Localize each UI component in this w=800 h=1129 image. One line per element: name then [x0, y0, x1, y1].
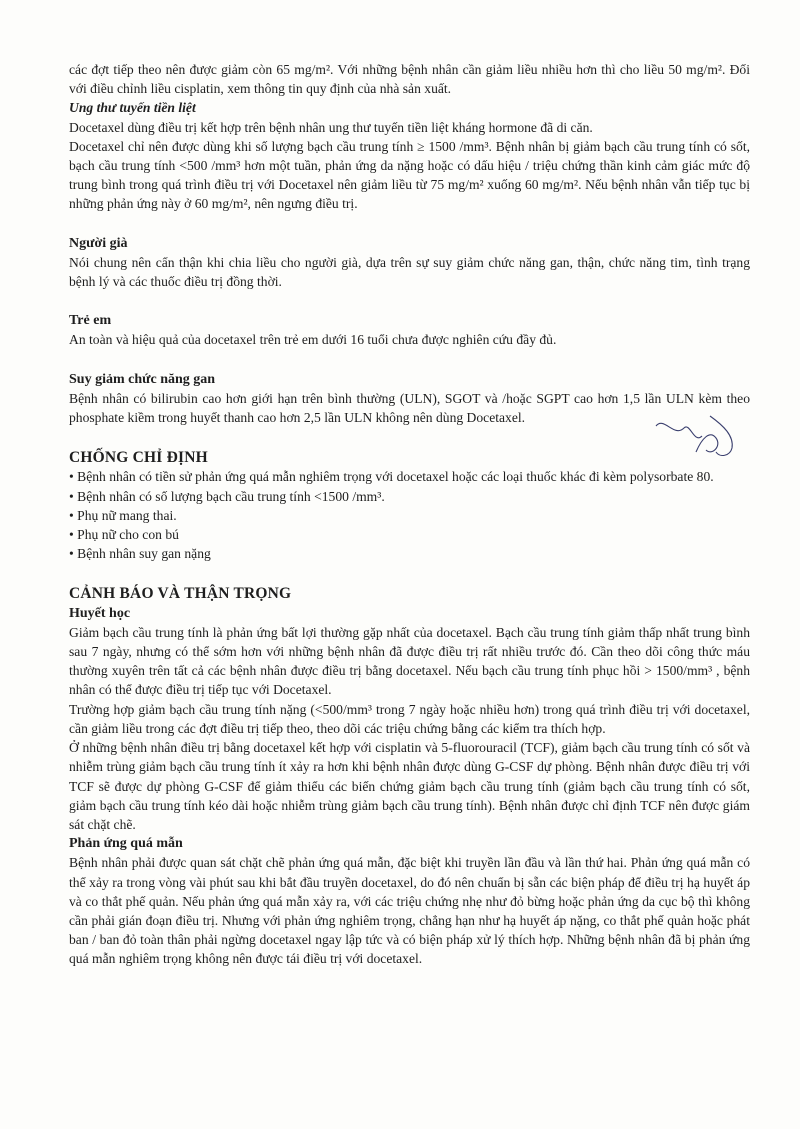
contraindications-list — [69, 467, 750, 563]
hepatic-heading: Suy giảm chức năng gan — [69, 371, 216, 387]
warnings-heading: CẢNH BÁO VÀ THẬN TRỌNG — [69, 585, 292, 603]
spacer — [69, 563, 750, 584]
elderly-heading: Người già — [69, 235, 128, 251]
spacer — [69, 291, 750, 311]
hematology-heading: Huyết học — [69, 605, 131, 621]
hypersensitivity-heading: Phản ứng quá mẫn — [69, 836, 183, 852]
list-item: • Bệnh nhân có số lượng bạch cầu trung tính <1500 /mm³. — [69, 488, 385, 504]
list-item: • Phụ nữ mang thai. — [69, 507, 177, 523]
elderly-paragraph: Nói chung nên cẩn thận khi chia liều cho người già, dựa trên sự suy giảm chức năng gan, thận, chức năng tim, tình trạng bệnh lý và các thuốc điều trị đồng thời. — [69, 254, 750, 290]
prostate-paragraph-1: Docetaxel dùng điều trị kết hợp trên bệnh nhân ung thư tuyến tiền liệt kháng hormone đã di căn. — [69, 119, 593, 135]
hematology-paragraph-2: Trường hợp giảm bạch cầu trung tính nặng (<500/mm³ trong 7 ngày hoặc nhiều hơn) trong quá trình điều trị với docetaxel, cần giảm liều trong các đợt điều trị tiếp theo, theo dõi các triệu chứng bằng các kiểm tra thích hợp. — [69, 701, 750, 736]
hepatic-paragraph: Bệnh nhân có bilirubin cao hơn giới hạn trên bình thường (ULN), SGOT và /hoặc SGPT cao hơn 1,5 lần ULN kèm theo phosphate kiềm trong huyết thanh cao hơn 2,5 lần ULN không nên dùng Docetaxel. — [69, 390, 750, 426]
list-item: • Bệnh nhân suy gan nặng — [69, 546, 211, 562]
list-item: • Bệnh nhân có tiền sử phản ứng quá mẫn nghiêm trọng với docetaxel hoặc các loại thuốc khác đi kèm polysorbate 80. — [69, 469, 714, 485]
spacer — [69, 350, 750, 370]
prostate-heading: Ung thư tuyến tiền liệt — [69, 100, 196, 116]
prostate-paragraph-2: Docetaxel chỉ nên được dùng khi số lượng bạch cầu trung tính ≥ 1500 /mm³. Bệnh nhân bị giảm bạch cầu trung tính có sốt, bạch cầu trung tính <500 /mm³ hơn một tuần, phản ứng da nặng hoặc có dấu hiệu / triệu chứng thần kinh cảm giác mức độ trung bình trong quá trình điều trị với Docetaxel nên giảm liều từ 75 mg/m² xuống 60 mg/m². Nếu bệnh nhân vẫn tiếp tục bị những phản ứng này ở 60 mg/m², nên ngưng điều trị. — [69, 138, 750, 212]
contraindications-heading: CHỐNG CHỈ ĐỊNH — [69, 449, 208, 467]
hematology-paragraph-3: Ở những bệnh nhân điều trị bằng docetaxel kết hợp với cisplatin và 5-fluorouracil (TCF), giảm bạch cầu trung tính có sốt và nhiễm trùng giảm bạch cầu trung tính ít xảy ra hơn khi bệnh nhân được dùng G-CSF dự phòng. Bệnh nhân được điều trị với TCF sẽ được dự phòng G-CSF để giảm thiểu các biến chứng giảm bạch cầu trung tính (giảm bạch cầu trung tính có sốt, giảm bạch cầu trung tính kéo dài hoặc nhiễm trùng giảm bạch cầu trung tính). Bệnh nhân được chỉ định TCF nên được giám sát chặt chẽ. — [69, 740, 750, 832]
list-item: • Phụ nữ cho con bú — [69, 527, 179, 543]
intro-paragraph: các đợt tiếp theo nên được giảm còn 65 mg/m². Với những bệnh nhân cần giảm liều nhiều hơn thì cho liều 50 mg/m². Đối với điều chỉnh liều cisplatin, xem thông tin quy định của nhà sản xuất. — [69, 62, 750, 97]
hematology-paragraph-1: Giảm bạch cầu trung tính là phản ứng bất lợi thường gặp nhất của docetaxel. Bạch cầu trung tính giảm thấp nhất trung bình sau 7 ngày, nhưng có thể sớm hơn với những bệnh nhân đã được điều trị rất nhiều trước đó. Cần theo dõi công thức máu thường xuyên trên tất cả các bệnh nhân được điều trị bằng docetaxel. Nếu bạch cầu trung tính phục hồi > 1500/mm³ , bệnh nhân có thể được điều trị tiếp tục với Docetaxel. — [69, 624, 750, 698]
hypersensitivity-paragraph: Bệnh nhân phải được quan sát chặt chẽ phản ứng quá mẫn, đặc biệt khi truyền lần đầu và lần thứ hai. Phản ứng quá mẫn có thể xảy ra trong vòng vài phút sau khi bắt đầu truyền docetaxel, do đó nên chuẩn bị sẵn các biện pháp để điều trị hạ huyết áp và co thắt phế quản. Nếu phản ứng quá mẫn xảy ra, với các triệu chứng nhẹ như đỏ bừng hoặc phản ứng da cục bộ thì không cần phải gián đoạn điều trị. Nhưng với phản ứng nghiêm trọng, chẳng hạn như hạ huyết áp nặng, co thắt phế quản hoặc phát ban / ban đỏ toàn thân phải ngừng docetaxel ngay lập tức và có biện pháp xử lý thích hợp. Những bệnh nhân đã bị phản ứng quá mẫn nghiêm trọng không nên được tái điều trị với docetaxel. — [69, 855, 750, 967]
spacer — [69, 427, 750, 448]
spacer — [69, 214, 750, 234]
children-heading: Trẻ em — [69, 313, 112, 329]
children-paragraph: An toàn và hiệu quả của docetaxel trên trẻ em dưới 16 tuổi chưa được nghiên cứu đầy đủ. — [69, 332, 557, 348]
handwritten-mark — [650, 408, 746, 460]
